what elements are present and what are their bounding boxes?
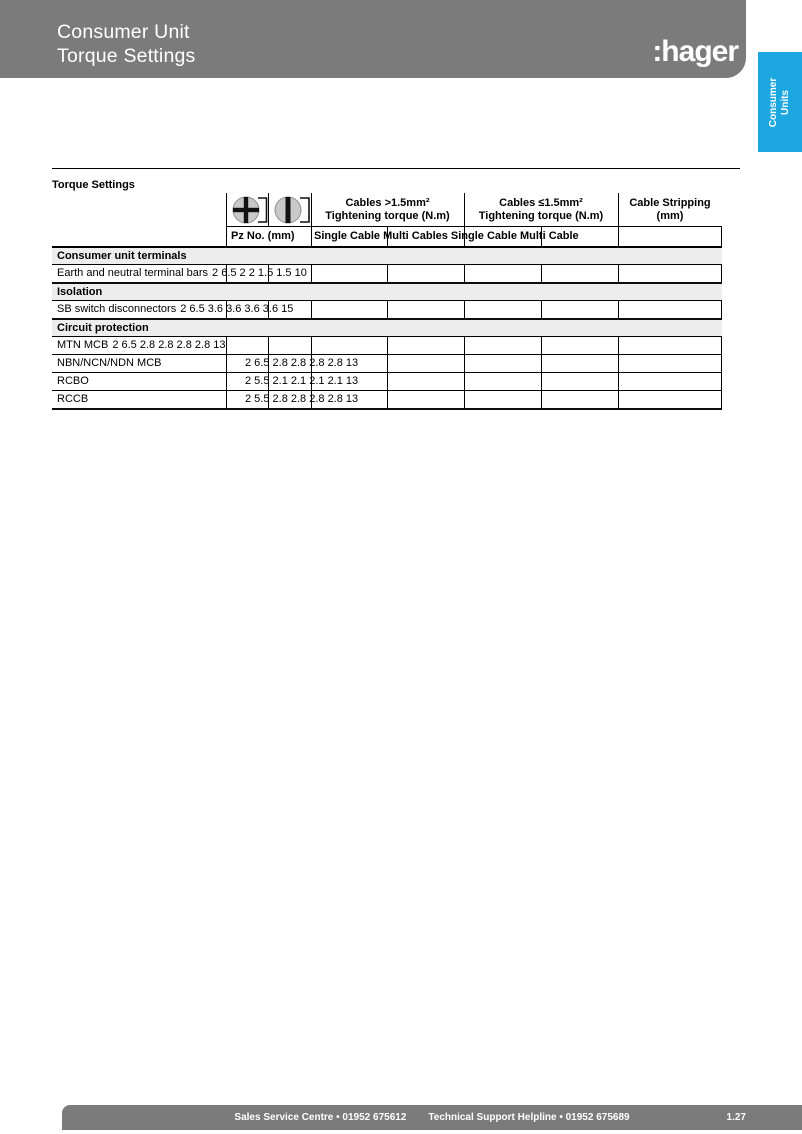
page-header — [0, 0, 746, 78]
col-group-label: Cable Stripping — [629, 197, 711, 209]
col-group-label: Cables >1.5mm² — [345, 197, 430, 209]
col-group-label: Tightening torque (N.m) — [478, 210, 604, 222]
table-row-rccb — [52, 391, 722, 410]
torque-settings-table — [52, 193, 722, 410]
table-subheader-row — [52, 227, 722, 246]
side-tab-consumer-units — [758, 52, 802, 152]
section-row-consumer-unit-terminals — [52, 248, 722, 265]
row-values: 2 6.5 2.8 2.8 2.8 2.8 13 — [245, 357, 359, 369]
row-label: MTN MCB — [57, 339, 109, 351]
col-group-cables-gt-1-5 — [311, 197, 464, 223]
col-group-label: Tightening torque (N.m) — [325, 210, 450, 222]
row-label: SB switch disconnectors — [57, 303, 177, 315]
footer-contacts — [62, 1105, 802, 1130]
phillips-screw-icon — [226, 193, 268, 227]
section-row-circuit-protection — [52, 320, 722, 337]
row-label: RCBO — [57, 375, 89, 387]
section-label: Isolation — [57, 286, 103, 298]
footer-technical-support: Technical Support Helpline • 01952 675689 — [428, 1112, 630, 1123]
side-tab-inner — [758, 52, 802, 152]
section-row-isolation — [52, 284, 722, 301]
slotted-screw-icon — [268, 193, 311, 227]
section-label: Consumer unit terminals — [57, 250, 187, 262]
row-values: 2 6.5 3.6 3.6 3.6 3.6 15 — [180, 303, 294, 315]
row-values: 2 6.5 2.8 2.8 2.8 2.8 13 — [112, 339, 226, 351]
row-values: 2 5.5 2.8 2.8 2.8 2.8 13 — [245, 393, 359, 405]
page-footer — [62, 1105, 802, 1130]
page-number: 1.27 — [726, 1112, 746, 1123]
col-header-pz-no-mm: Pz No. (mm) — [231, 230, 295, 242]
side-tab-label-line1: Consumer — [768, 77, 780, 127]
table-row-nbn-ncn-ndn-mcb — [52, 355, 722, 373]
row-label: RCCB — [57, 393, 89, 405]
row-values: 2 5.5 2.1 2.1 2.1 2.1 13 — [245, 375, 359, 387]
page-title — [57, 20, 196, 68]
footer-sales-service: Sales Service Centre • 01952 675612 — [234, 1112, 407, 1123]
col-group-cables-le-1-5 — [464, 197, 618, 223]
page-title-line1: Consumer Unit — [57, 21, 190, 43]
col-group-label: Cables ≤1.5mm² — [499, 197, 583, 209]
side-tab-label-line2: Units — [780, 89, 792, 115]
table-row-sb-switch-disconnectors — [52, 301, 722, 320]
side-tab-label — [769, 77, 792, 126]
table-title: Torque Settings — [52, 179, 135, 191]
table-row-rcbo — [52, 373, 722, 391]
section-label: Circuit protection — [57, 322, 149, 334]
divider-rule — [52, 168, 740, 169]
table-body — [52, 246, 722, 410]
table-header-icons-row — [52, 193, 722, 227]
col-header-cables-run: Single Cable Multi Cables Single Cable Multi Cable — [314, 230, 579, 242]
table-row-mtn-mcb — [52, 337, 722, 355]
row-label: NBN/NCN/NDN MCB — [57, 357, 162, 369]
table-row-earth-neutral-terminal-bars — [52, 265, 722, 284]
page-title-line2: Torque Settings — [57, 45, 196, 67]
row-label: Earth and neutral terminal bars — [57, 267, 209, 279]
col-group-label: (mm) — [656, 210, 684, 222]
col-group-cable-stripping — [618, 197, 722, 223]
hager-logo: :hager — [652, 35, 738, 68]
row-values: 2 6.5 2 2 1.5 1.5 10 — [212, 267, 307, 279]
